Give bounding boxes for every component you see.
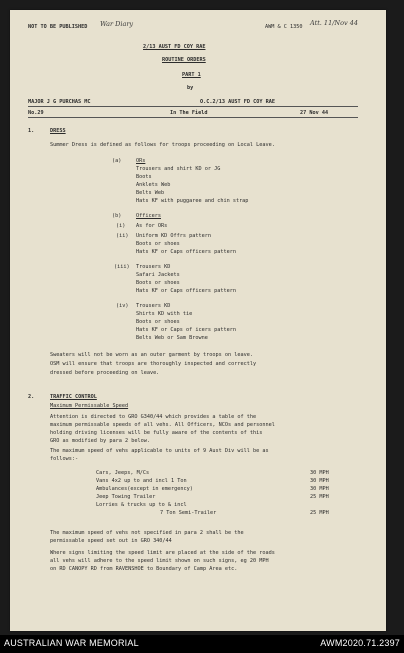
paragraph-line: Attention is directed to GRO G340/44 which provides a table of the	[50, 414, 257, 420]
list-item: Shirts KD with tie	[136, 311, 193, 317]
issuer-name: MAJOR J G PURCHAS MC	[28, 99, 91, 105]
paragraph-line: permissable speed set out in GRO 340/44	[50, 538, 172, 544]
order-location: In The Field	[170, 110, 208, 116]
list-item: Trousers KD	[136, 264, 171, 270]
list-item: Boots or shoes	[136, 241, 180, 247]
item-label: (a)	[112, 158, 122, 164]
part-label: PART 1	[182, 72, 201, 78]
list-item: Anklets Web	[136, 182, 171, 188]
paragraph-line: dressed before proceeding on leave.	[50, 370, 160, 376]
paragraph-line: maximum permissable speeds of all vehs. All Officers, NCOs and personnel	[50, 422, 275, 428]
list-item: Uniform KD Offrs pattern	[136, 233, 211, 239]
speed-table-vehicle: Cars, Jeeps, M/Cs	[96, 470, 150, 476]
order-number: No.29	[28, 110, 44, 116]
item-title: ORs	[136, 158, 146, 164]
issuer-title: O.C.2/13 AUST FD COY RAE	[200, 99, 275, 105]
section-number: 2.	[28, 394, 35, 400]
section-number: 1.	[28, 128, 35, 134]
sub-item-label: (i)	[116, 223, 126, 229]
section-heading: TRAFFIC CONTROL	[50, 394, 97, 400]
speed-table-limit: 25 MPH	[310, 494, 329, 500]
section-heading: DRESS	[50, 128, 66, 134]
section-subheading: Maximum Permissable Speed	[50, 403, 129, 409]
list-item: As for ORs	[136, 223, 168, 229]
list-item: Boots or shoes	[136, 280, 180, 286]
sub-item-label: (iii)	[114, 264, 130, 270]
archive-name: AUSTRALIAN WAR MEMORIAL	[4, 638, 139, 648]
sub-item-label: (ii)	[116, 233, 129, 239]
list-item: Safari Jackets	[136, 272, 180, 278]
paragraph-line: OSM will ensure that troops are thoroughly inspected and correctly	[50, 361, 257, 367]
unit-line: 2/13 AUST FD COY RAE	[143, 44, 206, 50]
document-page	[10, 10, 386, 631]
list-item: Hats KF with puggaree and chin strap	[136, 198, 249, 204]
paragraph-line: holding driving licenses will be fully aware of the contents of this	[50, 430, 263, 436]
paragraph-line: The maximum speed of vehs applicable to units of 9 Aust Div will be as	[50, 448, 269, 454]
speed-table-limit: 30 MPH	[310, 470, 329, 476]
item-title: Officers	[136, 213, 161, 219]
sub-item-label: (iv)	[116, 303, 129, 309]
speed-table-vehicle: Vans 4x2 up to and incl 1 Ton	[96, 478, 187, 484]
page-title: ROUTINE ORDERS	[162, 57, 206, 63]
speed-table-limit: 30 MPH	[310, 486, 329, 492]
list-item: Trousers KD	[136, 303, 171, 309]
paragraph-line: on RD CANOPY RD from RAVENSHOE to Boundary of Camp Area etc.	[50, 566, 238, 572]
paragraph-line: The maximum speed of vehs not specified in para 2 shall be the	[50, 530, 244, 536]
classification-stamp: NOT TO BE PUBLISHED	[28, 24, 88, 30]
paragraph-line: follows:-	[50, 456, 79, 462]
list-item: Trousers and shirt KD or JG	[136, 166, 221, 172]
speed-table-vehicle: Lorries & trucks up to & incl	[96, 502, 187, 508]
item-label: (b)	[112, 213, 122, 219]
archive-reference: AWM2020.71.2397	[320, 638, 400, 648]
paragraph-line: Summer Dress is defined as follows for troops proceeding on Local Leave.	[50, 142, 275, 148]
paragraph-line: Sweaters will not be worn as an outer garment by troops on leave.	[50, 352, 254, 358]
speed-table-limit: 25 MPH	[310, 510, 329, 516]
list-item: Belts Web	[136, 190, 165, 196]
list-item: Hats KF or Caps officers pattern	[136, 288, 236, 294]
header-reference: AWM & C 1350	[265, 24, 303, 30]
speed-table-vehicle: Jeep Towing Trailer	[96, 494, 156, 500]
list-item: Boots or shoes	[136, 319, 180, 325]
handwritten-note-date: Att. 11/Nov 44	[310, 19, 359, 27]
by-label: by	[187, 85, 194, 91]
list-item: Boots	[136, 174, 152, 180]
order-date: 27 Nov 44	[300, 110, 329, 116]
speed-table-limit: 30 MPH	[310, 478, 329, 484]
paragraph-line: Where signs limiting the speed limit are placed at the side of the roads	[50, 550, 275, 556]
paragraph-line: all vehs will adhere to the speed limit shown on such signs, eg 20 MPH	[50, 558, 269, 564]
paragraph-line: GRO as modified by para 2 below.	[50, 438, 150, 444]
archive-footer	[0, 635, 404, 653]
speed-table-vehicle: 7 Ton Semi-Trailer	[160, 510, 217, 516]
divider	[28, 117, 358, 118]
list-item: Hats KF or Caps of icers pattern	[136, 327, 236, 333]
divider	[28, 106, 358, 107]
handwritten-note-war-diary: War Diary	[100, 20, 134, 28]
speed-table-vehicle: Ambulances(except in emergency)	[96, 486, 193, 492]
list-item: Belts Web or Sam Browne	[136, 335, 208, 341]
list-item: Hats KF or Caps officers pattern	[136, 249, 236, 255]
